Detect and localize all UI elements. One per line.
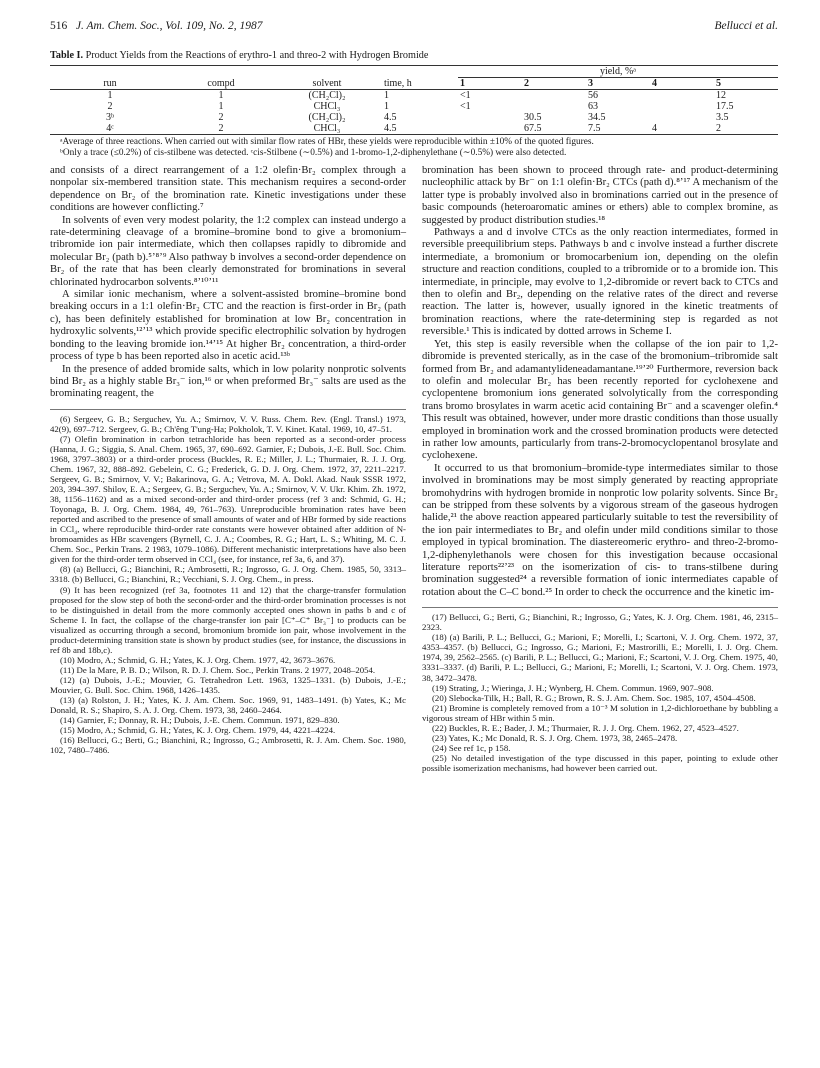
- reference-entry: (14) Garnier, F.; Donnay, R. H.; Dubois, J.-E. Chem. Commun. 1971, 829–830.: [60, 715, 340, 726]
- table-cell: 4: [650, 123, 714, 135]
- table-row: [50, 112, 778, 123]
- body-paragraph: and consists of a direct rearrangement of a 1:2 olefin·Br₂ complex through a nonpolar six-membered transition state. This mechanism requires a second-order dependence on Br₂ of the bromination rate. Kinetic investigations under these conditions are however conflicting.⁷: [50, 165, 406, 214]
- table-cell: CHCl₃: [313, 101, 341, 112]
- table-title: Product Yields from the Reactions of erythro-1 and threo-2 with Hydrogen Bromide: [85, 50, 429, 61]
- reference-entry: (25) No detailed investigation of the type discussed in this paper, pointing to exlude other possible isomerization mechanisms, had however been carried out.: [422, 752, 778, 773]
- table-cell: 12: [716, 90, 726, 101]
- right-body-text: [422, 165, 778, 599]
- reference-entry: (22) Buckles, R. E.; Bader, J. M.; Thurmaier, R. J. J. Org. Chem. 1962, 27, 4523–4527.: [432, 722, 739, 733]
- reference-entry: (20) Slebocka-Tilk, H.; Ball, R. G.; Brown, R. S. J. Am. Chem. Soc. 1985, 107, 4504–4508.: [432, 692, 756, 703]
- journal-page: [50, 20, 778, 773]
- table-cell: 1: [384, 90, 389, 101]
- body-paragraph: In the presence of added bromide salts, which in low polarity nonprotic solvents bind Br₂ as a highly stable Br₃⁻ ion,¹⁶ or when preformed Br₃⁻ salts are used as the brominating reagent, the: [50, 363, 406, 400]
- product-yields-table: [50, 65, 778, 135]
- header-left: [50, 20, 263, 38]
- two-column-body: [50, 165, 778, 773]
- reference-entry: (15) Modro, A.; Schmid, G. H.; Yates, K. J. Org. Chem. 1979, 44, 4221–4224.: [60, 725, 336, 736]
- table-row: [50, 90, 778, 102]
- table-cell: 1: [384, 101, 389, 112]
- table-cell: 4ᶜ: [50, 123, 170, 135]
- column-header: 2: [522, 78, 586, 90]
- table-cell: 1: [218, 101, 224, 112]
- table-cell: 4.5: [384, 112, 397, 123]
- column-header: 4: [650, 78, 714, 90]
- table-cell: 67.5: [522, 123, 586, 135]
- table-header-row: [50, 78, 778, 90]
- table-cell: 3ᵇ: [105, 112, 115, 123]
- reference-entry: (11) De la Mare, P. B. D.; Wilson, R. D. J. Chem. Soc., Perkin Trans. 2 1977, 2048–2054.: [60, 664, 376, 675]
- table-cell: [650, 112, 714, 123]
- body-paragraph: bromination has been shown to proceed through rate- and product-determining nucleophilic attack by Br⁻ on 1:1 olefin·Br₂ CTCs (path d).⁸ʼ¹⁷ A mechanism of the latter type is probably involved also in brominations carried out in the presence of basic compounds (heteroaromatic amines or ethers) able to complex bromine, as suggested by product distribution studies.¹⁸: [422, 165, 778, 226]
- page-number: 516: [50, 20, 68, 32]
- column-header: 1: [458, 78, 522, 90]
- table-label: Table I.: [50, 50, 84, 61]
- column-header: run: [50, 78, 170, 90]
- table-footnote: ᵇOnly a trace (≤0.2%) of cis-stilbene was detected. ᶜcis-Stilbene (∼0.5%) and 1-bromo-1,2-diphenylethane (∼0.5%) were also detected.: [60, 148, 567, 158]
- column-header: solvent: [272, 78, 382, 90]
- table-cell: 30.5: [524, 112, 542, 123]
- header-authors: Bellucci et al.: [714, 20, 778, 32]
- yield-header: yield, %ᵃ: [458, 66, 778, 78]
- column-header: 3: [586, 78, 650, 90]
- reference-entry: (21) Bromine is completely removed from a 10⁻³ M solution in 1,2-dichloroethane by bubbling a vigorous stream of HBr within 5 min.: [422, 702, 778, 723]
- table-cell: 7.5: [586, 123, 650, 135]
- table-cell: 56: [588, 90, 598, 101]
- body-paragraph: In solvents of even very modest polarity, the 1:2 complex can instead undergo a rate-determining cleavage of a bromine–bromine bond to give a bromonium–tribromide ion pair intermediate, which then collapses rapidly to dibromide and molecular Br₂ (path b).⁵ʼ⁸ʼ⁹ Also pathway b involves a second-order dependence on Br₂ of the rate that has been clearly demonstrated for brominations in several chlorinated hydrocarbon solvents.⁸ʼ¹⁰ʼ¹¹: [50, 214, 406, 288]
- body-paragraph: Yet, this step is easily reversible when the collapse of the ion pair to 1,2-dibromide is prevented sterically, as in the case of the bromonium–tribromide salt formed from Br₂ and adamantylideneadamantane.¹⁹ʼ²⁰ Furthermore, reversion back to olefin and molecular Br₂ has been recently reported for cyclohexene and cyclopentene bromonium ions generated solvolytically from the corresponding trans bromo brosylates in warm acetic acid containing Br⁻ and a scavenger olefin.⁴ This result was obtained, however, under more drastic conditions than those usually employed in bromination work and the crossed bromination products were detected in rather low amounts, particularly from trans-2-bromocyclopentanol brosylate and cyclohexene.: [422, 338, 778, 462]
- table-cell: 2: [107, 101, 113, 112]
- table-cell: 17.5: [716, 101, 734, 112]
- left-references: [50, 409, 406, 756]
- table-caption: [50, 50, 778, 61]
- table-cell: 2: [170, 123, 272, 135]
- reference-entry: (16) Bellucci, G.; Berti, G.; Bianchini, R.; Ingrosso, G.; Ambrosetti, R. J. Am. Chem. Soc. 1980, 102, 7480–7486.: [50, 735, 406, 756]
- body-paragraph: It occurred to us that bromonium–bromide-type intermediates similar to those involved in brominations may be most simply generated by reacting appropriate bromohydrins with hydrogen bromide in nonprotic low polarity solvents. Since Br₂ can be stripped from these solvents by a vigorous stream of the gaseous hydrogen halide,²¹ the above reaction appeared particularly suitable to test the reversibility of the ion pair intermediates to Br₂ and olefin under mild conditions similar to those employed in typical bromination. The diastereomeric erythro- and threo-2-bromo-1,2-diphenylethanols were chosen for this investigation because occasional literature reports²²ʼ²³ on the isomerization of cis- to trans-stilbene during bromination suggested²⁴ a reversible formation of ionic intermediates capable of rotation about the C–C bond.²⁵ In order to check the occurrence and the kinetic im-: [422, 462, 778, 598]
- table-cell: 2: [218, 112, 224, 123]
- table-cell: 4.5: [382, 123, 458, 135]
- reference-entry: (17) Bellucci, G.; Berti, G.; Bianchini, R.; Ingrosso, G.; Yates, K. J. Org. Chem. 1981, 46, 2315–2323.: [422, 612, 778, 633]
- reference-entry: (19) Strating, J.; Wieringa, J. H.; Wynberg, H. Chem. Commun. 1969, 907–908.: [432, 682, 714, 693]
- column-header: compd: [170, 78, 272, 90]
- reference-entry: (7) Olefin bromination in carbon tetrachloride has been reported as a second-order process (Hanna, J. G.; Siggia, S. Anal. Chem. 1965, 37, 690–692. Garnier, F.; Dubois, J.-E. Bull. Soc. Chim. 1968, 3797–3803) or a third-order process (Buckles, R. E.; Miller, J. L.; Thurmaier, R. J. J. Org. Chem. 1967, 32, 888–892. Gebelein, C. G.; Frederick, G. D. J. Org. Chem. 1972, 37, 2211–2217. Sergeev, G. B.; Smirnov, V. V.; Bakarinova, G. A.; Vetrova, M. A. Dokl. Akad. Nauk SSSR 1972, 203, 394–397. Shilov, E. A.; Sergeev, G. B.; Serguchev, Yu. A.; Smirnov, V. V. Ukr. Khim. Zh. 1972, 38, 1156–1162) and as a mixed second-order and third-order process (ref 3 and: Schmid, G. H.; Toyonaga, B. J. Org. Chem. 1984, 49, 761–763). Unreproducible bromination rates have been reported and ascribed to the presence of small amounts of water and of HBr formed by side reactions in CCl₄, where reproducible third-order rate constants were however obtained after addition of N-bromoamides as HBr scavengers (Byrnell, C. J. A.; Coombes, R. G.; Hart, L. S.; Whiting, M. C. J. Chem. Soc., Perkin Trans. 2 1983, 1079–1086). Different mechanistic interpretations have also been given for the third-order term observed in CCl₄ (see, for instance, ref 3a, 6, and 37).: [50, 433, 406, 565]
- running-header: [50, 20, 778, 38]
- table-cell: [650, 101, 714, 112]
- reference-entry: (13) (a) Rolston, J. H.; Yates, K. J. Am. Chem. Soc. 1969, 91, 1483–1491. (b) Yates, K.; Mc Donald, R. S.; Shapiro, S. A. J. Org. Chem. 1973, 38, 2460–2464.: [50, 695, 406, 716]
- table-cell: 3.5: [716, 112, 729, 123]
- table-cell: [522, 90, 586, 102]
- table-footnote: ᵃAverage of three reactions. When carried out with similar flow rates of HBr, these yields were reproducible within ±10% of the quoted figures.: [60, 137, 594, 147]
- table-row: [50, 101, 778, 112]
- table-cell: 1: [107, 90, 113, 101]
- column-header: time, h: [382, 78, 458, 90]
- table-cell: <1: [460, 90, 471, 101]
- right-column: [422, 165, 778, 773]
- table-cell: 34.5: [588, 112, 606, 123]
- table-cell: [650, 90, 714, 102]
- reference-entry: (18) (a) Barili, P. L.; Bellucci, G.; Marioni, F.; Morelli, I.; Scartoni, V. J. Org. Chem. 1972, 37, 4353–4357. (b) Bellucci, G.; Ingrosso, G.; Marioni, F.; Mastrorilli, E.; Morelli, I. J. Org. Chem. 1974, 39, 2562–2565. (c) Barili, P. L.; Bellucci, G.; Marioni, F.; Scartoni, V. J. Org. Chem. 1975, 40, 3331–3337. (d) Barili, P. L.; Bellucci, G.; Marioni, F.; Morelli, I.; Scartoni, V. J. Org. Chem. 1973, 38, 3472–3478.: [422, 632, 778, 683]
- table-cell: CHCl₃: [272, 123, 382, 135]
- reference-entry: (9) It has been recognized (ref 3a, footnotes 11 and 12) that the charge-transfer formulation proposed for the slow step of both the second-order and the third-order bromination processes is not to be distinguished in detail from the more commonly accepted ones shown in paths b and c of Scheme I. In fact, the collapse of the charge-transfer ion pair [C⁺–C⁺ Br₃⁻] to products can be visualized as occurring through a second, bromonium bromide ion pair, whose involvement in the product-determining transition state is shown by product studies (see, for instance, the discussions in ref 8b and 18b,c).: [50, 584, 406, 655]
- table-cell: 63: [588, 101, 598, 112]
- table-cell: (CH₂Cl)₂: [308, 90, 346, 101]
- reference-entry: (6) Sergeev, G. B.; Serguchev, Yu. A.; Smirnov, V. V. Russ. Chem. Rev. (Engl. Transl.) 1973, 42(9), 697–712. Sergeev, G. B.; Ch'êng T'ung-Ha; Pokholok, T. V. Kinet. Katal. 1969, 10, 47–51.: [50, 413, 406, 434]
- left-body-text: [50, 165, 406, 401]
- table-cell: [458, 123, 522, 135]
- reference-entry: (8) (a) Bellucci, G.; Bianchini, R.; Ambrosetti, R.; Ingrosso, G. J. Org. Chem. 1985, 50, 3313–3318. (b) Bellucci, G.; Bianchini, R.; Vecchiani, S. J. Org. Chem., in press.: [50, 564, 406, 585]
- journal-citation: J. Am. Chem. Soc., Vol. 109, No. 2, 1987: [75, 20, 263, 32]
- table-cell: 2: [714, 123, 778, 135]
- table-cell: 1: [218, 90, 224, 101]
- table-footnotes: [50, 137, 778, 159]
- column-header: 5: [714, 78, 778, 90]
- table-cell: [458, 112, 522, 123]
- reference-entry: (10) Modro, A.; Schmid, G. H.; Yates, K. J. Org. Chem. 1977, 42, 3673–3676.: [60, 654, 336, 665]
- table-cell: [522, 101, 586, 112]
- table-cell: (CH₂Cl)₂: [308, 112, 346, 123]
- reference-entry: (23) Yates, K.; Mc Donald, R. S. J. Org. Chem. 1973, 38, 2465–2478.: [432, 732, 678, 743]
- body-paragraph: Pathways a and d involve CTCs as the only reaction intermediates, formed in reversible preequilibrium steps. Pathways b and c involve instead a further discrete intermediate, a bromonium or bromocarbenium ion, depending on the olefin structure and reaction conditions, coupled to a tribromide or to a bromide ion. This intermediate, in principle, may evolve to 1,2-dibromide or revert back to CTCs and then to olefin and Br₂, depending on the relative rates of the direct and reverse reaction. The latter is, however, usually ignored in the kinetic treatments of bromination reactions, where the rate-determining step is regarded as not reversible.¹ This is indicated by dotted arrows in Scheme I.: [422, 227, 778, 338]
- table-row: [50, 123, 778, 135]
- body-paragraph: A similar ionic mechanism, where a solvent-assisted bromine–bromine bond breaking occurs in a 1:1 olefin·Br₂ CTC and the reaction is first-order in Br₂ (path c), has been definitely established for bromination at low Br₂ concentration in hydroxylic solvents,¹²ʼ¹³ which provide specific electrophilic solvation by hydrogen bonding to the leaving bromide ion.¹⁴ʼ¹⁵ At higher Br₂ concentration, a third-order process of type b has been reported also in acetic acid.¹³ᵇ: [50, 289, 406, 363]
- reference-entry: (24) See ref 1c, p 158.: [432, 742, 511, 753]
- table-cell: <1: [460, 101, 471, 112]
- reference-entry: (12) (a) Dubois, J.-E.; Mouvier, G. Tetrahedron Lett. 1963, 1325–1331. (b) Dubois, J.-E.; Mouvier, G. Bull. Soc. Chim. 1968, 1426–1435.: [50, 674, 406, 695]
- table-body: [50, 90, 778, 135]
- right-references: [422, 607, 778, 773]
- left-column: [50, 165, 406, 773]
